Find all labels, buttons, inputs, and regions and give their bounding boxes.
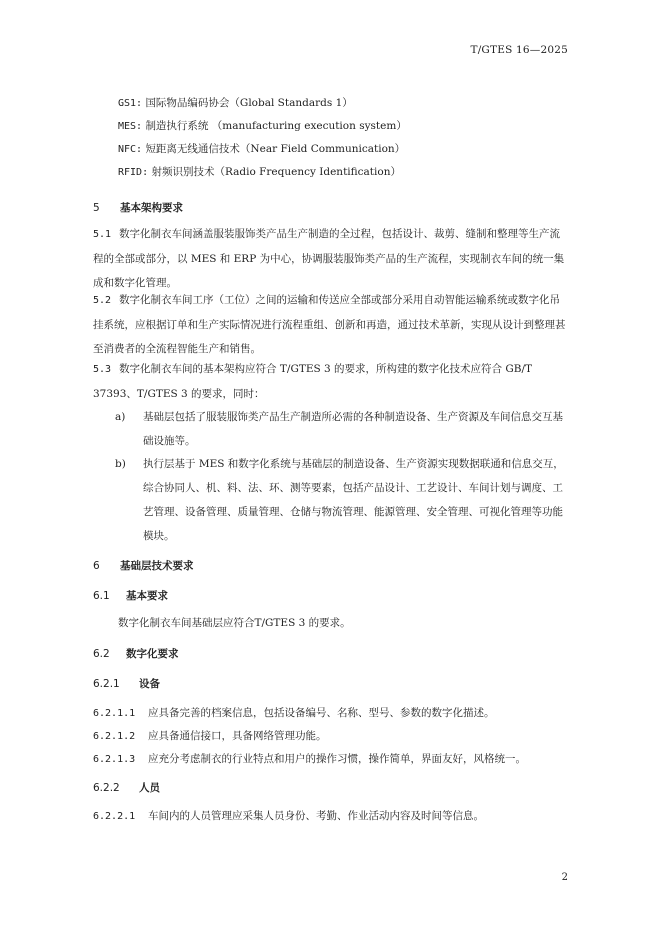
abbreviation-rfid <box>118 164 401 179</box>
list-item-b <box>115 452 569 548</box>
clause-text: 应具备完善的档案信息，包括设备编号、名称、型号、参数的数字化描述。 <box>148 707 495 719</box>
header-doc-id: T/GTES 16—2025 <box>470 44 568 56</box>
clause-text: 数字化制衣车间的基本架构应符合 T/GTES 3 的要求，所构建的数字化技术应符合 GB/T 37393、T/GTES 3 的要求，同时： <box>93 363 533 400</box>
section-title: 设备 <box>139 678 160 690</box>
clause-text: 应充分考虑制衣的行业特点和用户的操作习惯，操作简单，界面友好，风格统一。 <box>148 753 526 765</box>
clause-text: 车间内的人员管理应采集人员身份、考勤、作业活动内容及时间等信息。 <box>148 810 484 822</box>
list-item-text: 执行层基于 MES 和数字化系统与基础层的制造设备、生产资源实现数据联通和信息交互，综合协同人、机、料、法、环、测等要素，包括产品设计、工艺设计、车间计划与调度、工艺管理、设备管理、质量管理、仓储与物流管理、能源管理、安全管理、可视化管理等功能模块。 <box>143 458 564 542</box>
abbreviation-definition: 国际物品编码协会（Global Standards 1） <box>145 97 353 109</box>
section-title: 人员 <box>139 782 160 794</box>
list-item-label: b) <box>115 458 126 470</box>
section-6-heading <box>93 558 194 573</box>
clause-text: 数字化制衣车间工序（工位）之间的运输和传送应全部或部分采用自动智能运输系统或数字化吊挂系统，应根据订单和生产实际情况进行流程重组、创新和再造，通过技术革新，实现从设计到整理甚至消费者的全流程智能生产和销售。 <box>93 294 566 355</box>
clause-number: 5.2 <box>93 295 112 306</box>
section-number: 6.2.2 <box>93 782 120 794</box>
clause-5-1 <box>93 222 569 295</box>
abbreviation-definition: 射频识别技术（Radio Frequency Identification） <box>151 166 401 178</box>
list-item-text: 基础层包括了服装服饰类产品生产制造所必需的各种制造设备、生产资源及车间信息交互基础设施等。 <box>143 411 563 447</box>
section-number: 6 <box>93 560 100 572</box>
section-number: 6.2.1 <box>93 678 120 690</box>
clause-6-1-text: 数字化制衣车间基础层应符合T/GTES 3 的要求。 <box>118 617 351 629</box>
section-6-2-1-heading <box>93 676 160 691</box>
abbreviation-term: NFC: <box>118 144 143 155</box>
clause-number: 6.2.2.1 <box>93 811 136 822</box>
abbreviation-term: RFID: <box>118 167 149 178</box>
abbreviation-gs1 <box>118 95 353 110</box>
clause-number: 6.2.1.1 <box>93 708 136 719</box>
clause-text: 数字化制衣车间涵盖服装服饰类产品生产制造的全过程，包括设计、裁剪、缝制和整理等生产流程的全部或部分，以 MES 和 ERP 为中心，协调服装服饰类产品的生产流程，实现制衣车间的统一集成和数字化管理。 <box>93 228 565 289</box>
section-number: 5 <box>93 202 100 214</box>
section-title: 基础层技术要求 <box>120 560 194 572</box>
clause-number: 5.1 <box>93 229 112 240</box>
clause-6-2-1-1 <box>93 705 495 720</box>
clause-6-2-2-1 <box>93 808 484 823</box>
clause-text: 应具备通信接口，具备网络管理功能。 <box>148 730 327 742</box>
abbreviation-mes <box>118 118 407 133</box>
clause-number: 5.3 <box>93 364 112 375</box>
section-6-2-2-heading <box>93 780 160 795</box>
abbreviation-nfc <box>118 141 405 156</box>
section-number: 6.2 <box>93 648 110 660</box>
section-6-2-heading <box>93 646 179 661</box>
list-item-a <box>115 405 569 453</box>
section-number: 6.1 <box>93 590 110 602</box>
section-title: 基本要求 <box>126 590 168 602</box>
abbreviation-definition: 制造执行系统 （manufacturing execution system） <box>145 120 407 132</box>
abbreviation-definition: 短距离无线通信技术（Near Field Communication） <box>145 143 406 155</box>
section-5-heading <box>93 200 183 215</box>
page-number: 2 <box>561 872 568 883</box>
list-item-label: a) <box>115 411 126 423</box>
abbreviation-term: MES: <box>118 121 143 132</box>
section-title: 数字化要求 <box>126 648 179 660</box>
abbreviation-term: GS1: <box>118 98 143 109</box>
clause-5-2 <box>93 288 569 361</box>
clause-5-3 <box>93 357 569 406</box>
clause-number: 6.2.1.2 <box>93 731 136 742</box>
section-6-1-heading <box>93 588 168 603</box>
section-title: 基本架构要求 <box>120 202 183 214</box>
clause-6-2-1-3 <box>93 751 526 766</box>
clause-6-2-1-2 <box>93 728 327 743</box>
clause-number: 6.2.1.3 <box>93 754 136 765</box>
